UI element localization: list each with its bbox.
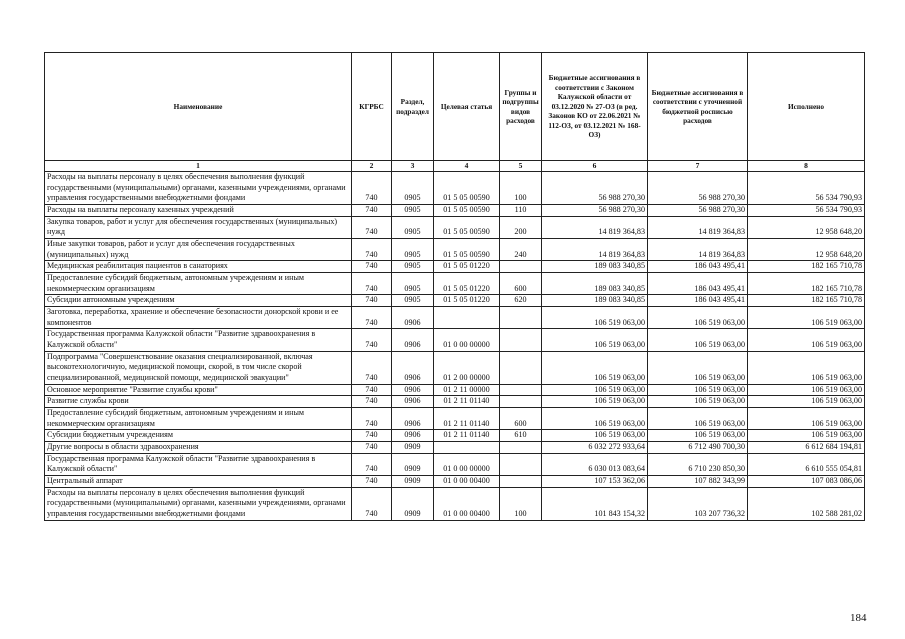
cell-revised-amount: 106 519 063,00 — [648, 351, 748, 384]
cell-target: 01 5 05 00590 — [434, 204, 500, 216]
cell-name: Развитие службы крови — [45, 396, 352, 408]
cell-group: 110 — [500, 204, 542, 216]
table-row — [45, 396, 865, 408]
cell-executed-amount: 6 610 555 054,81 — [748, 453, 865, 475]
cell-group: 200 — [500, 216, 542, 238]
cell-law-amount: 106 519 063,00 — [542, 430, 648, 442]
table-row — [45, 272, 865, 294]
cell-kgrbs: 740 — [352, 272, 392, 294]
cell-name: Государственная программа Калужской области "Развитие здравоохранения в Калужской области" — [45, 453, 352, 475]
table-row — [45, 351, 865, 384]
cell-revised-amount: 106 519 063,00 — [648, 329, 748, 351]
cell-executed-amount: 182 165 710,78 — [748, 261, 865, 273]
cell-name: Заготовка, переработка, хранение и обеспечение безопасности донорской крови и ее компонентов — [45, 306, 352, 328]
cell-name: Подпрограмма "Совершенствование оказания специализированной, включая высокотехнологичную, медицинской помощи, скорой, в том числе скорой специализированной, медицинской помощи, медицинской эвакуации" — [45, 351, 352, 384]
column-number-row — [45, 161, 865, 172]
cell-name: Предоставление субсидий бюджетным, автономным учреждениям и иным некоммерческим организациям — [45, 408, 352, 430]
cell-revised-amount: 106 519 063,00 — [648, 384, 748, 396]
cell-law-amount: 106 519 063,00 — [542, 384, 648, 396]
cell-kgrbs: 740 — [352, 442, 392, 454]
table-row — [45, 238, 865, 260]
cell-group — [500, 384, 542, 396]
cell-target: 01 5 05 01220 — [434, 261, 500, 273]
cell-law-amount: 106 519 063,00 — [542, 396, 648, 408]
table-row — [45, 216, 865, 238]
header-law: Бюджетные ассигнования в соответствии с Законом Калужской области от 03.12.2020 № 27-ОЗ (в ред. Законов КО от 22.06.2021 № 112-ОЗ, от 03.12.2021 № 168-ОЗ) — [542, 53, 648, 161]
cell-name: Медицинская реабилитация пациентов в санаториях — [45, 261, 352, 273]
cell-target: 01 2 11 01140 — [434, 396, 500, 408]
header-groups: Группы и подгруппы видов расходов — [500, 53, 542, 161]
cell-kgrbs: 740 — [352, 295, 392, 307]
cell-name: Закупка товаров, работ и услуг для обеспечения государственных (муниципальных) нужд — [45, 216, 352, 238]
cell-group: 610 — [500, 430, 542, 442]
header-kgrbs: КГРБС — [352, 53, 392, 161]
cell-kgrbs: 740 — [352, 408, 392, 430]
cell-executed-amount: 182 165 710,78 — [748, 272, 865, 294]
cell-law-amount: 106 519 063,00 — [542, 351, 648, 384]
cell-kgrbs: 740 — [352, 396, 392, 408]
cell-law-amount: 189 083 340,85 — [542, 272, 648, 294]
cell-target: 01 0 00 00000 — [434, 453, 500, 475]
cell-group — [500, 329, 542, 351]
header-row — [45, 53, 865, 161]
cell-executed-amount: 106 519 063,00 — [748, 329, 865, 351]
cell-name: Расходы на выплаты персоналу в целях обеспечения выполнения функций государственными (муниципальными) органами, казенными учреждениями, органами управления государственными внебюджетными фондами — [45, 487, 352, 520]
header-target: Целевая статья — [434, 53, 500, 161]
header-revised: Бюджетные ассигнования в соответствии с уточненной бюджетной росписью расходов — [648, 53, 748, 161]
table-row — [45, 306, 865, 328]
cell-executed-amount: 106 519 063,00 — [748, 396, 865, 408]
cell-kgrbs: 740 — [352, 351, 392, 384]
cell-kgrbs: 740 — [352, 384, 392, 396]
column-number: 8 — [748, 161, 865, 172]
cell-law-amount: 101 843 154,32 — [542, 487, 648, 520]
cell-group — [500, 476, 542, 488]
cell-target: 01 5 05 01220 — [434, 295, 500, 307]
column-number: 7 — [648, 161, 748, 172]
column-number: 6 — [542, 161, 648, 172]
cell-group: 100 — [500, 487, 542, 520]
cell-kgrbs: 740 — [352, 216, 392, 238]
table-row — [45, 442, 865, 454]
cell-kgrbs: 740 — [352, 204, 392, 216]
cell-kgrbs: 740 — [352, 476, 392, 488]
cell-law-amount: 6 030 013 083,64 — [542, 453, 648, 475]
cell-target: 01 0 00 00000 — [434, 329, 500, 351]
cell-section: 0906 — [392, 430, 434, 442]
cell-kgrbs: 740 — [352, 306, 392, 328]
cell-group — [500, 442, 542, 454]
cell-section: 0905 — [392, 204, 434, 216]
cell-executed-amount: 56 534 790,93 — [748, 204, 865, 216]
table-row — [45, 408, 865, 430]
cell-target: 01 2 11 01140 — [434, 430, 500, 442]
cell-executed-amount: 12 958 648,20 — [748, 238, 865, 260]
cell-target: 01 5 05 00590 — [434, 171, 500, 204]
cell-section: 0906 — [392, 329, 434, 351]
cell-group: 600 — [500, 408, 542, 430]
cell-revised-amount: 56 988 270,30 — [648, 204, 748, 216]
cell-target: 01 0 00 00400 — [434, 476, 500, 488]
table-row — [45, 476, 865, 488]
header-section: Раздел, подраздел — [392, 53, 434, 161]
cell-name: Предоставление субсидий бюджетным, автономным учреждениям и иным некоммерческим организациям — [45, 272, 352, 294]
cell-revised-amount: 6 712 490 700,30 — [648, 442, 748, 454]
table-row — [45, 171, 865, 204]
cell-section: 0905 — [392, 295, 434, 307]
cell-section: 0905 — [392, 171, 434, 204]
table-row — [45, 261, 865, 273]
cell-section: 0905 — [392, 261, 434, 273]
cell-section: 0909 — [392, 442, 434, 454]
cell-target: 01 2 00 00000 — [434, 351, 500, 384]
cell-target — [434, 306, 500, 328]
cell-executed-amount: 12 958 648,20 — [748, 216, 865, 238]
cell-law-amount: 189 083 340,85 — [542, 261, 648, 273]
cell-kgrbs: 740 — [352, 430, 392, 442]
cell-group: 240 — [500, 238, 542, 260]
cell-law-amount: 189 083 340,85 — [542, 295, 648, 307]
cell-kgrbs: 740 — [352, 238, 392, 260]
cell-law-amount: 107 153 362,06 — [542, 476, 648, 488]
cell-kgrbs: 740 — [352, 329, 392, 351]
cell-revised-amount: 106 519 063,00 — [648, 306, 748, 328]
budget-table — [44, 52, 865, 521]
header-name: Наименование — [45, 53, 352, 161]
cell-revised-amount: 14 819 364,83 — [648, 216, 748, 238]
cell-law-amount: 14 819 364,83 — [542, 238, 648, 260]
cell-name: Иные закупки товаров, работ и услуг для обеспечения государственных (муниципальных) нужд — [45, 238, 352, 260]
table-row — [45, 453, 865, 475]
cell-kgrbs: 740 — [352, 261, 392, 273]
cell-executed-amount: 56 534 790,93 — [748, 171, 865, 204]
cell-law-amount: 6 032 272 933,64 — [542, 442, 648, 454]
cell-kgrbs: 740 — [352, 171, 392, 204]
cell-executed-amount: 106 519 063,00 — [748, 351, 865, 384]
column-number: 5 — [500, 161, 542, 172]
table-row — [45, 295, 865, 307]
cell-section: 0905 — [392, 216, 434, 238]
cell-executed-amount: 106 519 063,00 — [748, 408, 865, 430]
cell-section: 0909 — [392, 487, 434, 520]
cell-revised-amount: 186 043 495,41 — [648, 295, 748, 307]
cell-executed-amount: 6 612 684 194,81 — [748, 442, 865, 454]
cell-revised-amount: 106 519 063,00 — [648, 396, 748, 408]
cell-section: 0909 — [392, 453, 434, 475]
cell-section: 0906 — [392, 351, 434, 384]
cell-target: 01 5 05 01220 — [434, 272, 500, 294]
cell-target: 01 2 11 00000 — [434, 384, 500, 396]
cell-section: 0905 — [392, 272, 434, 294]
cell-law-amount: 106 519 063,00 — [542, 408, 648, 430]
cell-executed-amount: 106 519 063,00 — [748, 384, 865, 396]
cell-revised-amount: 186 043 495,41 — [648, 261, 748, 273]
cell-name: Субсидии бюджетным учреждениям — [45, 430, 352, 442]
table-body — [45, 171, 865, 520]
column-number: 2 — [352, 161, 392, 172]
cell-kgrbs: 740 — [352, 453, 392, 475]
cell-revised-amount: 56 988 270,30 — [648, 171, 748, 204]
cell-group: 100 — [500, 171, 542, 204]
cell-section: 0906 — [392, 384, 434, 396]
cell-law-amount: 14 819 364,83 — [542, 216, 648, 238]
cell-target: 01 0 00 00400 — [434, 487, 500, 520]
cell-group — [500, 306, 542, 328]
cell-executed-amount: 107 083 086,06 — [748, 476, 865, 488]
table-row — [45, 204, 865, 216]
cell-revised-amount: 107 882 343,99 — [648, 476, 748, 488]
cell-section: 0906 — [392, 306, 434, 328]
cell-revised-amount: 186 043 495,41 — [648, 272, 748, 294]
cell-target: 01 5 05 00590 — [434, 216, 500, 238]
cell-law-amount: 106 519 063,00 — [542, 329, 648, 351]
cell-revised-amount: 103 207 736,32 — [648, 487, 748, 520]
header-executed: Исполнено — [748, 53, 865, 161]
cell-executed-amount: 106 519 063,00 — [748, 306, 865, 328]
cell-target: 01 5 05 00590 — [434, 238, 500, 260]
table-row — [45, 384, 865, 396]
cell-section: 0905 — [392, 238, 434, 260]
cell-section: 0909 — [392, 476, 434, 488]
page-number: 184 — [850, 612, 867, 624]
cell-name: Государственная программа Калужской области "Развитие здравоохранения в Калужской области" — [45, 329, 352, 351]
table-row — [45, 430, 865, 442]
column-number: 1 — [45, 161, 352, 172]
cell-group: 600 — [500, 272, 542, 294]
cell-law-amount: 56 988 270,30 — [542, 171, 648, 204]
cell-name: Субсидии автономным учреждениям — [45, 295, 352, 307]
cell-revised-amount: 14 819 364,83 — [648, 238, 748, 260]
cell-law-amount: 56 988 270,30 — [542, 204, 648, 216]
cell-revised-amount: 106 519 063,00 — [648, 430, 748, 442]
cell-executed-amount: 182 165 710,78 — [748, 295, 865, 307]
column-number: 3 — [392, 161, 434, 172]
cell-name: Основное мероприятие "Развитие службы крови" — [45, 384, 352, 396]
cell-target — [434, 442, 500, 454]
cell-name: Центральный аппарат — [45, 476, 352, 488]
cell-name: Расходы на выплаты персоналу в целях обеспечения выполнения функций государственными (муниципальными) органами, казенными учреждениями, органами управления государственными внебюджетными фондами — [45, 171, 352, 204]
cell-target: 01 2 11 01140 — [434, 408, 500, 430]
table-row — [45, 487, 865, 520]
cell-revised-amount: 106 519 063,00 — [648, 408, 748, 430]
cell-group — [500, 453, 542, 475]
cell-kgrbs: 740 — [352, 487, 392, 520]
table-row — [45, 329, 865, 351]
cell-group — [500, 351, 542, 384]
column-number: 4 — [434, 161, 500, 172]
cell-executed-amount: 106 519 063,00 — [748, 430, 865, 442]
budget-table-container — [44, 52, 864, 521]
cell-section: 0906 — [392, 396, 434, 408]
cell-name: Другие вопросы в области здравоохранения — [45, 442, 352, 454]
cell-group — [500, 396, 542, 408]
cell-section: 0906 — [392, 408, 434, 430]
cell-group: 620 — [500, 295, 542, 307]
cell-law-amount: 106 519 063,00 — [542, 306, 648, 328]
cell-group — [500, 261, 542, 273]
cell-name: Расходы на выплаты персоналу казенных учреждений — [45, 204, 352, 216]
cell-executed-amount: 102 588 281,02 — [748, 487, 865, 520]
cell-revised-amount: 6 710 230 850,30 — [648, 453, 748, 475]
